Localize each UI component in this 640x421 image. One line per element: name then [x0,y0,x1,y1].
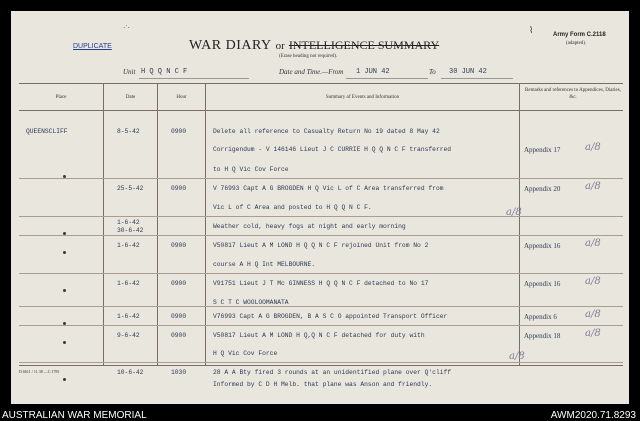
entry-summary: Weather cold, heavy fogs at night and early morning [213,223,406,230]
entry-hour: 0900 [171,332,187,339]
entry-remark: Appendix 6 [524,313,557,321]
entry-rule [19,235,623,236]
col-header-summary: Summary of Events and Information [325,95,400,100]
col-header-hour: Hour [176,95,187,100]
entry-rule [19,306,623,307]
credit-right: AWM2020.71.8293 [550,410,636,421]
col-header-date: Date [125,95,136,100]
entry-remark: Appendix 16 [524,280,561,288]
entry-summary: course A H Q Int MELBOURNE. [213,261,316,268]
title-war-diary: WAR DIARY [189,38,272,53]
entry-summary: Informed by C D H Melb. that plane was Anson and friendly. [213,381,433,388]
entry-date: 8-5-42 [117,128,140,135]
pencil-initials: a/8 [585,309,601,320]
army-form-label: Army Form C.2118 [553,32,606,38]
entry-summary: to H Q Vic Cov Force [213,166,289,173]
ditto-mark [63,251,66,254]
duplicate-label: DUPLICATE [73,43,112,50]
entry-date: 1-6-42 [117,242,140,249]
to-label: To [429,68,436,76]
printer-note: D.6611 / 11.38 —C.1785 [19,369,60,374]
army-form-note: (adapted). [566,41,587,46]
entry-date: 10-6-42 [117,369,144,376]
unit-value: H Q Q N C F [141,68,188,76]
entry-summary: V91751 Lieut J T Mc GINNESS H Q Q N C F detached to No 17 [213,280,429,287]
pencil-initials: a/8 [585,238,601,249]
title-intelligence-summary: INTELLIGENCE SUMMARY [288,38,440,52]
title-note: (Erase heading not required). [279,54,338,59]
entry-summary: S C T C WOOLOOMANATA [213,299,289,306]
pencil-initials: a/8 [585,276,601,287]
entry-date: 1-6-42 [117,313,140,320]
entry-remark: Appendix 17 [524,146,561,154]
pencil-initials: a/8 [585,142,601,153]
entry-date: 25-5-42 [117,185,144,192]
entry-summary: V50817 Lieut A M LOND H Q Q N C F rejoined Unit from No 2 [213,242,429,249]
pencil-initials: a/8 [585,181,601,192]
table-bottom-rule [19,365,623,366]
entry-hour: 0900 [171,128,187,135]
date-time-label: Date and Time.—From [279,68,344,76]
entry-rule [19,362,623,363]
entry-rule [19,178,623,179]
entry-remark: Appendix 16 [524,242,561,250]
entry-summary: H Q Vic Cov Force [213,350,278,357]
entry-remark: Appendix 18 [524,332,561,340]
pencil-initials: a/8 [585,328,601,339]
entry-place: QUEENSCLIFF [26,128,68,135]
ditto-mark [63,378,66,381]
war-diary-sheet [11,11,629,404]
form-title [189,36,439,54]
to-value: 30 JUN 42 [449,68,487,76]
entry-summary: 28 A A Bty fired 3 rounds at an unidentified plane over Q'cliff [213,369,452,376]
entry-date: 1-6-42 [117,219,140,226]
col-header-place: Place [55,95,67,100]
from-value: 1 JUN 42 [356,68,390,76]
entry-date: 1-6-42 [117,280,140,287]
entry-summary: Corrigendum - V 146146 Lieut J C CURRIE H Q Q N C F transferred [213,146,452,153]
entry-rule [19,273,623,274]
table-header-rule [19,110,623,111]
top-mark-icon: ·˙· [123,24,130,32]
ditto-mark [63,341,66,344]
entry-summary: V 76993 Capt A G BROGDEN H Q Vic L of C Area transferred from [213,185,444,192]
entry-hour: 0900 [171,242,187,249]
credit-left: AUSTRALIAN WAR MEMORIAL [2,410,147,421]
entry-summary: Vic L of C Area and posted to H Q Q N C F. [213,204,372,211]
entry-hour: 1030 [171,369,187,376]
entry-rule [19,216,623,217]
entry-date: 30-6-42 [117,227,144,234]
entry-remark: Appendix 20 [524,185,561,193]
table-top-rule [19,83,623,84]
title-or: or [275,40,285,52]
entry-summary: V50817 Lieut A M LOND H Q,Q N C F detached for duty with [213,332,425,339]
col-divider-place [103,83,104,365]
col-divider-date [157,83,158,365]
entry-hour: 0900 [171,313,187,320]
pencil-initials: a/8 [509,351,525,362]
entry-summary: V76993 Capt A G BROGDEN, B A S C O appointed Transport Officer [213,313,448,320]
entry-rule [19,325,623,326]
ditto-mark [63,289,66,292]
entry-date: 9-6-42 [117,332,140,339]
entry-hour: 0900 [171,185,187,192]
entry-summary: Delete all reference to Casualty Return No 19 dated 8 May 42 [213,128,440,135]
unit-label: Unit [123,68,136,76]
col-header-remarks: Remarks and references to Appendices, Diaries, &c. [525,88,621,100]
pencil-initials: a/8 [506,207,522,218]
col-divider-summary [519,83,520,365]
corner-mark-icon: ⌇ [529,25,534,35]
col-divider-hour [205,83,206,365]
entry-hour: 0900 [171,280,187,287]
